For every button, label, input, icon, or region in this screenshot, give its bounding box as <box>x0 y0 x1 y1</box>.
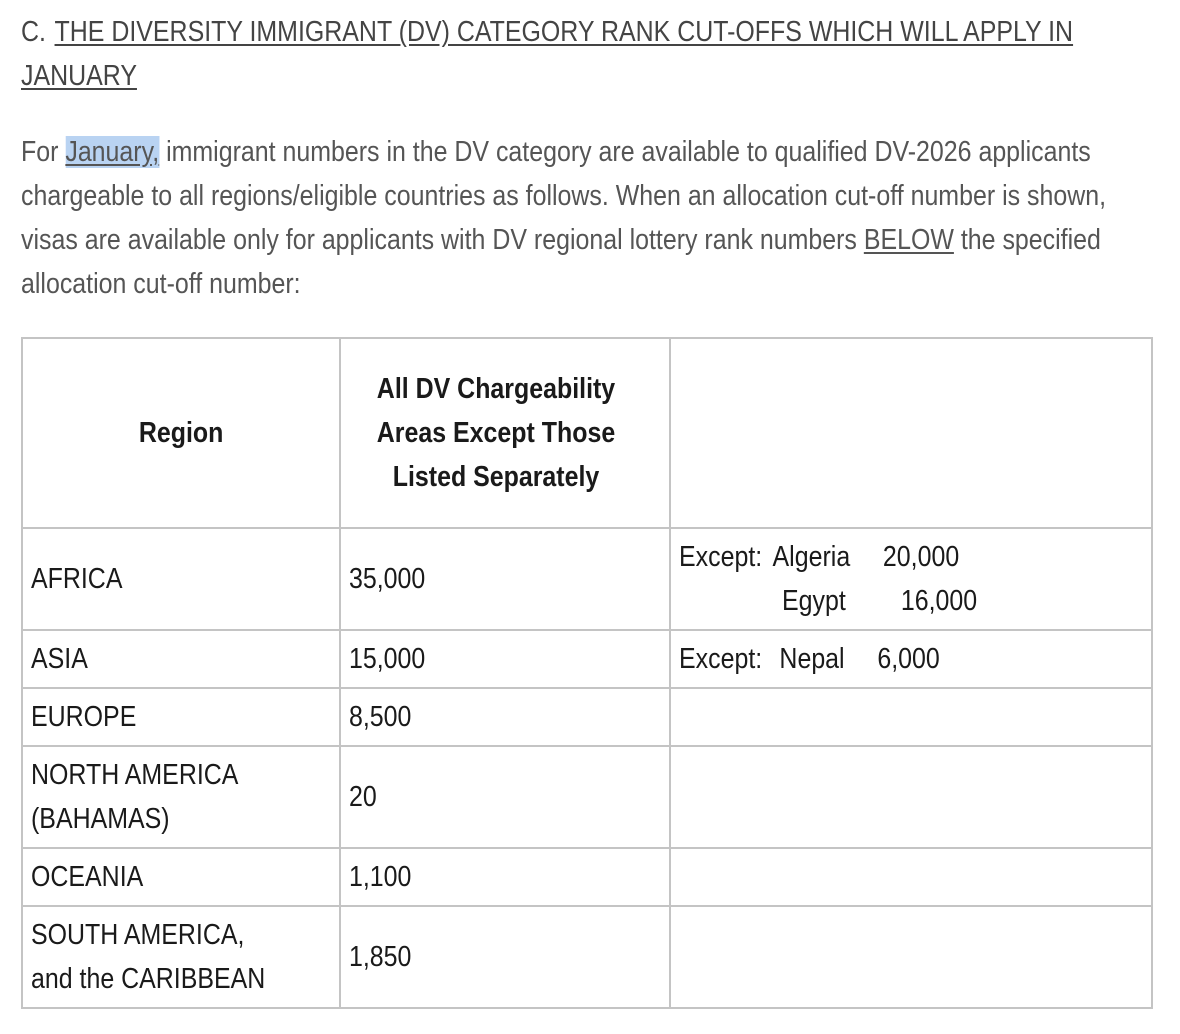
table-row <box>22 906 1152 1008</box>
region-cell: ASIA <box>22 630 340 688</box>
intro-body: immigrant numbers in the DV category are available to qualified DV-2026 applicants chargeable to all regions/eligible countries as follows. When an allocation cut-off number is shown, visas are available only for applicants with DV regional lottery rank numbers <box>21 136 1107 256</box>
exceptions-cell <box>670 630 1152 688</box>
cutoff-cell: 20 <box>340 746 670 848</box>
region-cell: NORTH AMERICA (BAHAMAS) <box>22 746 340 848</box>
region-cell: AFRICA <box>22 528 340 630</box>
intro-emphasis: BELOW <box>863 224 954 256</box>
cutoff-table <box>21 337 1153 1009</box>
exception-country: Algeria <box>772 541 851 573</box>
exception-line <box>679 637 1143 681</box>
exception-value: 16,000 <box>900 585 978 617</box>
exception-line <box>679 535 1143 579</box>
exceptions-cell <box>670 528 1152 630</box>
table-row <box>22 688 1152 746</box>
exception-label: Except: <box>679 643 763 675</box>
header-exceptions <box>670 338 1152 528</box>
table-row <box>22 528 1152 630</box>
cutoff-cell: 8,500 <box>340 688 670 746</box>
region-cell: EUROPE <box>22 688 340 746</box>
cutoff-cell: 1,850 <box>340 906 670 1008</box>
region-cell: SOUTH AMERICA, and the CARIBBEAN <box>22 906 340 1008</box>
header-all-areas <box>340 338 670 528</box>
exception-label: Except: <box>679 541 763 573</box>
section-prefix: C. <box>21 16 46 48</box>
header-all-areas-text: All DV Chargeability Areas Except Those Listed Separately <box>376 373 616 493</box>
table-row <box>22 848 1152 906</box>
table-row <box>22 630 1152 688</box>
intro-lead: For <box>21 136 66 168</box>
section-heading <box>21 10 1130 98</box>
cutoff-cell: 1,100 <box>340 848 670 906</box>
exceptions-cell <box>670 848 1152 906</box>
exception-country: Egypt <box>782 585 846 617</box>
section-title: THE DIVERSITY IMMIGRANT (DV) CATEGORY RANK CUT-OFFS WHICH WILL APPLY IN JANUARY <box>21 16 1074 92</box>
highlighted-month[interactable]: January, <box>65 136 160 168</box>
table-header-row <box>22 338 1152 528</box>
exception-line <box>679 579 1143 623</box>
intro-tail: the specified allocation cut-off number: <box>21 224 1101 300</box>
cutoff-cell: 35,000 <box>340 528 670 630</box>
exception-country: Nepal <box>779 643 845 675</box>
exceptions-cell <box>670 906 1152 1008</box>
exceptions-cell <box>670 746 1152 848</box>
cutoff-cell: 15,000 <box>340 630 670 688</box>
exceptions-cell <box>670 688 1152 746</box>
exception-value: 20,000 <box>882 541 960 573</box>
intro-paragraph <box>21 130 1148 306</box>
header-region: Region <box>22 338 340 528</box>
table-row <box>22 746 1152 848</box>
exception-value: 6,000 <box>877 643 940 675</box>
region-cell: OCEANIA <box>22 848 340 906</box>
